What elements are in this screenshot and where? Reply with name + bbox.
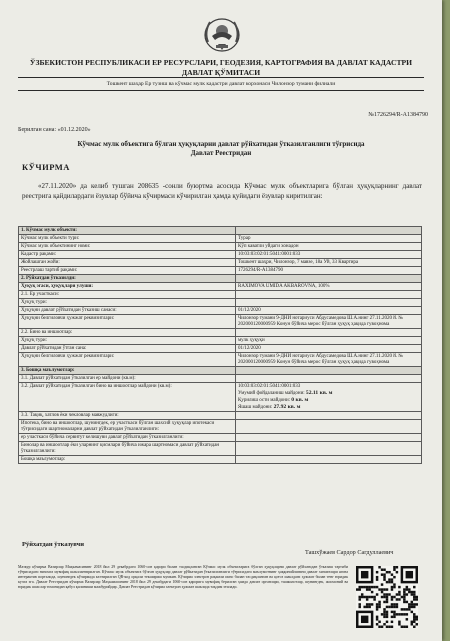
row-label: Ипотека, бино ва иншоотлар, шунингдек, ер участкаси бўлган шахсий ҳуқуқлар ипотекаси тўғрисидаги шартномаларни давлат рўйхатидан ўтказилганлиги: bbox=[19, 420, 236, 434]
row-label: Ҳуқуқ тури: bbox=[19, 337, 236, 345]
row-label: 3.1. Давлат рўйхатидан ўтказилган ер майдони (кв.м): bbox=[19, 375, 236, 383]
header-branch: Тошкент шаҳар Ер тузиш ва кўчмас мулк кадастри давлат корхонаси Чилонзор тумани филиали bbox=[106, 81, 336, 87]
table-row bbox=[19, 337, 422, 345]
table-row bbox=[19, 275, 422, 283]
row-label: Кўчмас мулк объекти тури: bbox=[19, 235, 236, 243]
row-label: ер участкаси бўйича сервитут келишуви давлат рўйхатидан ўтказилганлиги: bbox=[19, 434, 236, 442]
table-row bbox=[19, 267, 422, 275]
row-label: 2. Рўйхатдан ўтказилди: bbox=[19, 275, 236, 283]
table-row bbox=[19, 259, 422, 267]
row-value: Чилонзор тумани 9-ДНИ нотариуси Абдусамедова Ш.А.нинг 27.11.2020 й. № 202000120000959 Конун бўйича мерос бўлган ҳуқуқ ҳақида гувоҳнома bbox=[236, 315, 422, 329]
state-emblem-icon bbox=[196, 14, 248, 54]
row-label: Ҳуқуқ эгаси, ҳуқуқлари улуши: bbox=[19, 283, 236, 291]
table-row bbox=[19, 345, 422, 353]
row-value: 1726294/R-A1384790 bbox=[236, 267, 422, 275]
row-label: 2.1. Ер участкаси: bbox=[19, 291, 236, 299]
row-value bbox=[236, 420, 422, 434]
row-label: Ҳуқуқ тури: bbox=[19, 299, 236, 307]
row-value bbox=[236, 367, 422, 375]
row-value bbox=[236, 375, 422, 383]
row-label: Бинолар ва иншоотлар ёки уларнинг қисмлари бўйича ижара шартномаси давлат рўйхатидан ўтказилганлиги: bbox=[19, 442, 236, 456]
table-row bbox=[19, 283, 422, 291]
row-label: Ҳуқуқни давлат рўйхатидан ўтказиш санаси: bbox=[19, 307, 236, 315]
registrar-name: Ташхўжаев Сардор Сагдуллаевич bbox=[305, 549, 394, 556]
issue-date: Берилган сана: «01.12.2020» bbox=[18, 127, 91, 133]
table-row bbox=[19, 353, 422, 367]
table-row bbox=[19, 235, 422, 243]
row-value: 10:03:03:02:01:5041:0001:033 bbox=[236, 251, 422, 259]
registry-table bbox=[18, 226, 422, 464]
footer-note: Мазкур кўчирма Вазирлар Маҳкамасининг 2018 йил 29 декабрдаги 1060-сон қарори билан тасдиқланган Кўчмас мулк объектларига бўлган ҳуқуқларни давлат рўйхатидан ўтказиш тартиби тўғрисидаги низомга мувофиқ шакллантирилган. Кўчмас мулк объектига бўлган ҳуқуқлар давлат рўйхатидан ўтказилганлиги тўғрисидаги маълумотнинг ҳаққонийлигини давлат хизматлари ягона интерактив порталида, шунингдек кўчирмада келтирилган QR-код орқали текшириш мумкин. Кўчирма электрон рақамли имзо билан тасдиқланган ва қоғоз шаклдаги ҳужжат билан тенг юридик кучга эга. Давлат Реестридан кўчирма Вазирлар Маҳкамасининг 2018 йил 29 декабрдаги 1060-сон қарорига мувофиқ берилган ҳамда давлат органлари, ташкилотлар, шунингдек, жисмоний ва юридик шахслар томонидан қабул қилиниши мажбурийдир. Давлат Реестридан кўчирма электрон ҳужжат шаклида тақдим этилади. bbox=[18, 565, 348, 590]
table-row bbox=[19, 307, 422, 315]
table-row bbox=[19, 375, 422, 383]
table-row bbox=[19, 442, 422, 456]
qr-code-icon[interactable] bbox=[356, 566, 418, 628]
table-row bbox=[19, 329, 422, 337]
intro-paragraph: «27.11.2020» да келиб тушган 208635 -сонли буюртма асосида Кўчмас мулк объектларига бўлган ҳуқуқларнинг давлат реестрига қайдилардаги ёзувлар бўйича кўчирмаси кўчирилган ҳамда қуйидаги ёзувлар киритилган: bbox=[22, 182, 422, 200]
registrar-label: Рўйхатдан ўтказувчи bbox=[22, 541, 84, 548]
row-value: Турар bbox=[236, 235, 422, 243]
table-row bbox=[19, 367, 422, 375]
table-row bbox=[19, 383, 422, 412]
table-row bbox=[19, 243, 422, 251]
row-value: 01/12/2020 bbox=[236, 307, 422, 315]
table-row bbox=[19, 291, 422, 299]
row-value bbox=[236, 412, 422, 420]
row-label: Ҳуқуқни белгиловчи ҳужжат реквизитлари: bbox=[19, 315, 236, 329]
row-label: 3. Бошқа маълумотлар: bbox=[19, 367, 236, 375]
row-label: Бошқа маълумотлар: bbox=[19, 456, 236, 464]
row-value bbox=[236, 227, 422, 235]
row-value bbox=[236, 275, 422, 283]
row-label: Давлат рўйхатидан ўтган сана: bbox=[19, 345, 236, 353]
row-label: 2.2. Бино ва иншоотлар: bbox=[19, 329, 236, 337]
row-value bbox=[236, 291, 422, 299]
row-label: Жойлашган жойи: bbox=[19, 259, 236, 267]
row-value bbox=[236, 456, 422, 464]
row-value: мулк ҳуқуқи bbox=[236, 337, 422, 345]
row-label: Кадастр рақами: bbox=[19, 251, 236, 259]
header-committee: ЎЗБЕКИСТОН РЕСПУБЛИКАСИ ЕР РЕСУРСЛАРИ, ГЕОДЕЗИЯ, КАРТОГРАФИЯ ВА ДАВЛАТ КАДАСТРИ ДАВЛАТ ҚЎМИТАСИ bbox=[29, 58, 413, 77]
row-value bbox=[236, 329, 422, 337]
row-value bbox=[236, 434, 422, 442]
header-divider-2 bbox=[18, 90, 424, 91]
row-value: Чилонзор тумани 9-ДНИ нотариуси Абдусамедова Ш.А.нинг 27.11.2020 й. № 202000120000959 Конун бўйича мерос бўлган ҳуқуқ ҳақида гувоҳнома bbox=[236, 353, 422, 367]
table-row bbox=[19, 456, 422, 464]
row-label: 3.3. Тақиқ, хатлов ёки чекловлар мавжудлиги: bbox=[19, 412, 236, 420]
row-label: Кўчмас мулк объектининг номи: bbox=[19, 243, 236, 251]
table-row bbox=[19, 227, 422, 235]
document-main-title: КЎЧИРМА bbox=[22, 162, 70, 172]
row-value bbox=[236, 299, 422, 307]
row-label: 3.2. Давлат рўйхатидан ўтказилган бино ва иншоотлар майдони (кв.м): bbox=[19, 383, 236, 412]
table-row bbox=[19, 412, 422, 420]
row-label: Ҳуқуқни белгиловчи ҳужжат реквизитлари: bbox=[19, 353, 236, 367]
row-value: Кўп каватли уйдаги хонадон bbox=[236, 243, 422, 251]
row-label: 1. Кўчмас мулк объекти: bbox=[19, 227, 236, 235]
table-row bbox=[19, 434, 422, 442]
row-value bbox=[236, 442, 422, 456]
row-value: RAXIMOVA UMIDA AKBAROVNA, 100% bbox=[236, 283, 422, 291]
table-row bbox=[19, 251, 422, 259]
registration-number: №1726294/R-A1384790 bbox=[368, 112, 428, 118]
row-value: 01/12/2020 bbox=[236, 345, 422, 353]
header-divider bbox=[18, 77, 424, 78]
table-row bbox=[19, 315, 422, 329]
row-label: Реестрлаш тартиб рақами: bbox=[19, 267, 236, 275]
table-row bbox=[19, 420, 422, 434]
table-row bbox=[19, 299, 422, 307]
row-value: Тошкент шаҳри, Чилонзор, 7 мавзе, 18а Уй, 33 Квартира bbox=[236, 259, 422, 267]
row-value: 10:03:03:02:01:5041:0001:033 Умумий фойдаланиш майдони: 52.11 кв. м Қурилиш ости майдони: 0 кв. м Яшаш майдони: 27.92 кв. м bbox=[236, 383, 422, 412]
document-title: Кўчмас мулк объектига бўлган ҳуқуқларни давлат рўйхатидан ўтказилганлиги тўғрисида Давлат Реестридан bbox=[77, 140, 365, 157]
